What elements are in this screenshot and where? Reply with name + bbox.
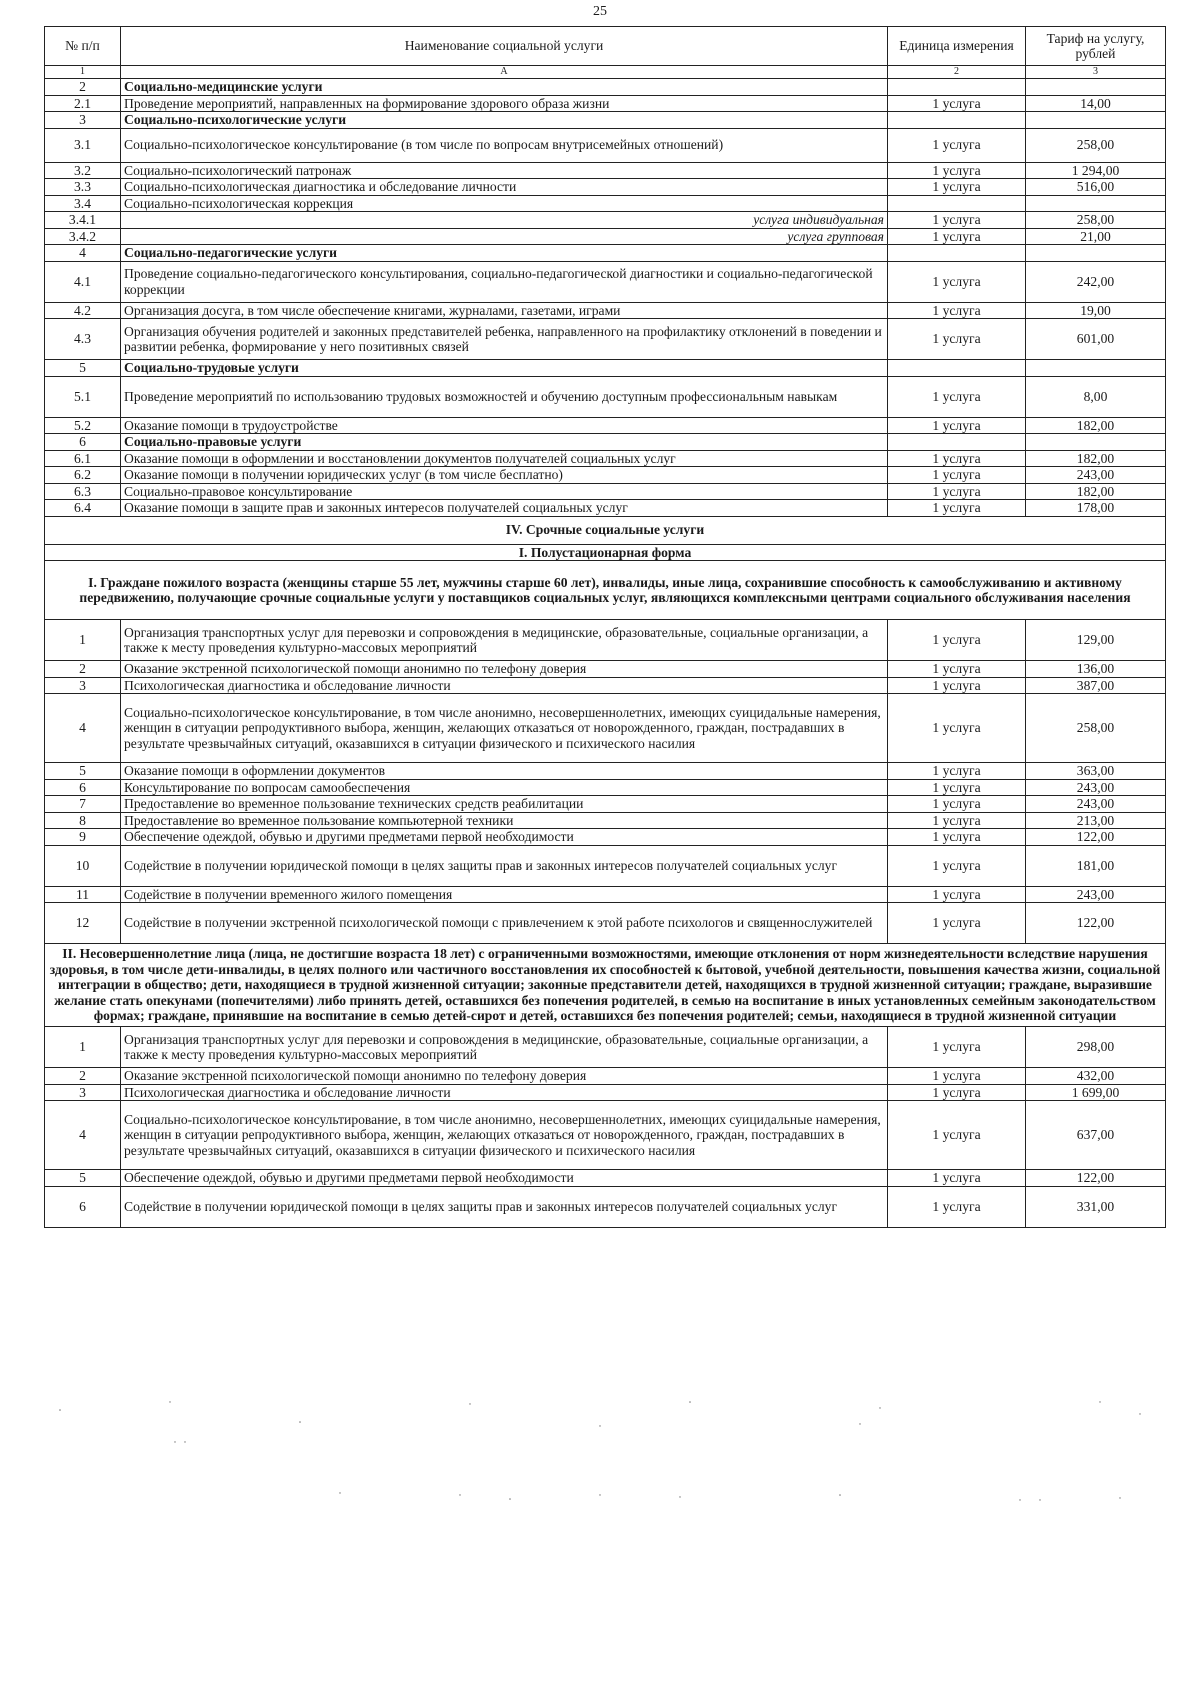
service-name: услуга групповая <box>121 228 888 245</box>
service-tariff: 258,00 <box>1026 694 1166 763</box>
category-title: Социально-психологические услуги <box>121 112 888 129</box>
table-row <box>45 1170 1166 1187</box>
service-unit: 1 услуга <box>888 261 1026 302</box>
row-number: 3.4.1 <box>45 212 121 229</box>
service-unit: 1 услуга <box>888 450 1026 467</box>
service-tariff: 136,00 <box>1026 661 1166 678</box>
service-name: Оказание экстренной психологической помощи анонимно по телефону доверия <box>121 1068 888 1085</box>
service-tariff: 182,00 <box>1026 483 1166 500</box>
service-tariff: 14,00 <box>1026 95 1166 112</box>
table-row <box>45 483 1166 500</box>
service-tariff <box>1026 79 1166 96</box>
service-unit: 1 услуга <box>888 661 1026 678</box>
service-unit: 1 услуга <box>888 886 1026 903</box>
service-name: Социально-психологическая диагностика и обследование личности <box>121 179 888 196</box>
table-row <box>45 302 1166 319</box>
table-row <box>45 1101 1166 1170</box>
table-row <box>45 903 1166 944</box>
row-number: 7 <box>45 796 121 813</box>
service-name: Оказание помощи в оформлении и восстановлении документов получателей социальных услуг <box>121 450 888 467</box>
index-cell: А <box>121 66 888 79</box>
service-name: Организация обучения родителей и законных представителей ребенка, направленного на профилактику отклонений в поведении и развитии ребенка, формирование у него позитивных связей <box>121 319 888 360</box>
row-number: 3.1 <box>45 128 121 162</box>
table-row <box>45 1084 1166 1101</box>
index-cell: 2 <box>888 66 1026 79</box>
service-name: Обеспечение одеждой, обувью и другими предметами первой необходимости <box>121 1170 888 1187</box>
service-tariff: 637,00 <box>1026 1101 1166 1170</box>
service-unit: 1 услуга <box>888 212 1026 229</box>
service-tariff <box>1026 195 1166 212</box>
table-row <box>45 79 1166 96</box>
service-tariff: 8,00 <box>1026 376 1166 417</box>
service-name: Социально-правовое консультирование <box>121 483 888 500</box>
table-row <box>45 376 1166 417</box>
service-tariff: 601,00 <box>1026 319 1166 360</box>
table-row <box>45 796 1166 813</box>
table-row <box>45 620 1166 661</box>
service-unit: 1 услуга <box>888 483 1026 500</box>
row-number: 6 <box>45 1186 121 1227</box>
service-tariff: 516,00 <box>1026 179 1166 196</box>
header-unit: Единица измерения <box>888 27 1026 66</box>
row-number: 6 <box>45 779 121 796</box>
row-number: 4 <box>45 1101 121 1170</box>
service-name: Социально-психологическое консультирование (в том числе по вопросам внутрисемейных отношений) <box>121 128 888 162</box>
service-name: Проведение мероприятий, направленных на формирование здорового образа жизни <box>121 95 888 112</box>
row-number: 4.3 <box>45 319 121 360</box>
form-title-row <box>45 544 1166 561</box>
row-number: 1 <box>45 1027 121 1068</box>
service-tariff: 243,00 <box>1026 796 1166 813</box>
service-unit: 1 услуга <box>888 677 1026 694</box>
row-number: 4 <box>45 245 121 262</box>
service-tariff: 298,00 <box>1026 1027 1166 1068</box>
table-row <box>45 1186 1166 1227</box>
service-tariff: 258,00 <box>1026 212 1166 229</box>
category-title: Социально-трудовые услуги <box>121 360 888 377</box>
service-name: Оказание помощи в трудоустройстве <box>121 417 888 434</box>
section-title-row <box>45 516 1166 544</box>
service-name: Организация транспортных услуг для перевозки и сопровождения в медицинские, образовательные, социальные организации, а также к месту проведения культурно-массовых мероприятий <box>121 1027 888 1068</box>
table-row <box>45 179 1166 196</box>
table-index-row <box>45 66 1166 79</box>
service-name: Социально-психологическое консультирование, в том числе анонимно, несовершеннолетних, имеющих суицидальные намерения, женщин в ситуации репродуктивного выбора, женщин, желающих отказаться от новорожденного, граждан, пострадавших в результате чрезвычайных ситуаций, оказавшихся в ситуации физического и психического насилия <box>121 1101 888 1170</box>
service-name: Организация транспортных услуг для перевозки и сопровождения в медицинские, образовательные, социальные организации, а также к месту проведения культурно-массовых мероприятий <box>121 620 888 661</box>
service-unit: 1 услуга <box>888 179 1026 196</box>
service-name: Проведение мероприятий по использованию трудовых возможностей и обучению доступным профессиональным навыкам <box>121 376 888 417</box>
service-unit: 1 услуга <box>888 763 1026 780</box>
recipient-group-1: I. Граждане пожилого возраста (женщины старше 55 лет, мужчины старше 60 лет), инвалиды, иные лица, сохранившие способность к самообслуживанию и активному передвижению, получающие срочные социальные услуги у поставщиков социальных услуг, являющихся комплексными центрами социального обслуживания населения <box>45 561 1166 620</box>
row-number: 6.2 <box>45 467 121 484</box>
service-tariff: 182,00 <box>1026 450 1166 467</box>
table-row <box>45 694 1166 763</box>
service-name: Консультирование по вопросам самообеспечения <box>121 779 888 796</box>
row-number: 2 <box>45 661 121 678</box>
service-unit: 1 услуга <box>888 376 1026 417</box>
service-tariff: 243,00 <box>1026 886 1166 903</box>
table-row <box>45 212 1166 229</box>
category-title: Социально-правовые услуги <box>121 434 888 451</box>
service-unit <box>888 360 1026 377</box>
service-tariff: 1 699,00 <box>1026 1084 1166 1101</box>
table-row <box>45 779 1166 796</box>
table-row <box>45 95 1166 112</box>
service-unit: 1 услуга <box>888 1068 1026 1085</box>
table-row <box>45 677 1166 694</box>
service-tariff: 19,00 <box>1026 302 1166 319</box>
row-number: 2 <box>45 79 121 96</box>
service-unit <box>888 79 1026 96</box>
row-number: 11 <box>45 886 121 903</box>
row-number: 3 <box>45 1084 121 1101</box>
service-name: Оказание помощи в получении юридических услуг (в том числе бесплатно) <box>121 467 888 484</box>
service-unit: 1 услуга <box>888 128 1026 162</box>
row-number: 3.2 <box>45 162 121 179</box>
service-unit <box>888 112 1026 129</box>
service-name: Содействие в получении юридической помощи в целях защиты прав и законных интересов получателей социальных услуг <box>121 845 888 886</box>
service-name: Предоставление во временное пользование компьютерной техники <box>121 812 888 829</box>
service-tariff: 182,00 <box>1026 417 1166 434</box>
row-number: 12 <box>45 903 121 944</box>
service-tariff: 181,00 <box>1026 845 1166 886</box>
row-number: 5 <box>45 360 121 377</box>
table-row <box>45 434 1166 451</box>
table-row <box>45 812 1166 829</box>
table-row <box>45 763 1166 780</box>
table-row <box>45 128 1166 162</box>
row-number: 10 <box>45 845 121 886</box>
index-cell: 1 <box>45 66 121 79</box>
service-name: Социально-психологическое консультирование, в том числе анонимно, несовершеннолетних, имеющих суицидальные намерения, женщин в ситуации репродуктивного выбора, женщин, желающих отказаться от новорожденного, граждан, пострадавших в результате чрезвычайных ситуаций, оказавшихся в ситуации физического и психического насилия <box>121 694 888 763</box>
service-name: Оказание помощи в защите прав и законных интересов получателей социальных услуг <box>121 500 888 517</box>
table-row <box>45 845 1166 886</box>
service-unit <box>888 195 1026 212</box>
form-title: I. Полустационарная форма <box>45 544 1166 561</box>
service-tariff: 122,00 <box>1026 1170 1166 1187</box>
service-name: Социально-психологическая коррекция <box>121 195 888 212</box>
service-tariff: 1 294,00 <box>1026 162 1166 179</box>
row-number: 6 <box>45 434 121 451</box>
service-tariff <box>1026 112 1166 129</box>
service-name: Предоставление во временное пользование технических средств реабилитации <box>121 796 888 813</box>
service-unit: 1 услуга <box>888 903 1026 944</box>
row-number: 9 <box>45 829 121 846</box>
service-unit: 1 услуга <box>888 417 1026 434</box>
row-number: 3.4.2 <box>45 228 121 245</box>
service-tariff <box>1026 434 1166 451</box>
row-number: 4 <box>45 694 121 763</box>
row-number: 2 <box>45 1068 121 1085</box>
service-name: Содействие в получении юридической помощи в целях защиты прав и законных интересов получателей социальных услуг <box>121 1186 888 1227</box>
service-tariff: 363,00 <box>1026 763 1166 780</box>
table-row <box>45 228 1166 245</box>
table-row <box>45 261 1166 302</box>
table-row <box>45 500 1166 517</box>
tariff-table <box>44 26 1166 1228</box>
table-row <box>45 1027 1166 1068</box>
service-tariff: 21,00 <box>1026 228 1166 245</box>
tariff-table-body <box>45 27 1166 1228</box>
row-number: 5.2 <box>45 417 121 434</box>
category-title: Социально-педагогические услуги <box>121 245 888 262</box>
row-number: 5 <box>45 763 121 780</box>
table-row <box>45 245 1166 262</box>
service-name: Проведение социально-педагогического консультирования, социально-педагогической диагностики и социально-педагогической коррекции <box>121 261 888 302</box>
index-cell: 3 <box>1026 66 1166 79</box>
table-row <box>45 661 1166 678</box>
row-number: 2.1 <box>45 95 121 112</box>
row-number: 8 <box>45 812 121 829</box>
service-unit <box>888 245 1026 262</box>
service-tariff: 432,00 <box>1026 1068 1166 1085</box>
service-unit: 1 услуга <box>888 1170 1026 1187</box>
table-row <box>45 195 1166 212</box>
header-tariff: Тариф на услугу, рублей <box>1026 27 1166 66</box>
row-number: 1 <box>45 620 121 661</box>
table-header-row <box>45 27 1166 66</box>
category-title: Социально-медицинские услуги <box>121 79 888 96</box>
service-tariff: 331,00 <box>1026 1186 1166 1227</box>
service-name: Психологическая диагностика и обследование личности <box>121 677 888 694</box>
service-unit: 1 услуга <box>888 228 1026 245</box>
service-unit: 1 услуга <box>888 319 1026 360</box>
service-name: услуга индивидуальная <box>121 212 888 229</box>
table-row <box>45 360 1166 377</box>
service-unit: 1 услуга <box>888 500 1026 517</box>
table-row <box>45 886 1166 903</box>
row-number: 6.3 <box>45 483 121 500</box>
service-tariff: 243,00 <box>1026 779 1166 796</box>
service-unit: 1 услуга <box>888 467 1026 484</box>
service-tariff: 178,00 <box>1026 500 1166 517</box>
service-unit: 1 услуга <box>888 779 1026 796</box>
row-number: 4.2 <box>45 302 121 319</box>
service-unit: 1 услуга <box>888 1027 1026 1068</box>
scan-specks <box>40 1400 1160 1600</box>
table-row <box>45 162 1166 179</box>
header-no: № п/п <box>45 27 121 66</box>
row-number: 4.1 <box>45 261 121 302</box>
service-unit: 1 услуга <box>888 1084 1026 1101</box>
row-number: 5 <box>45 1170 121 1187</box>
row-number: 6.4 <box>45 500 121 517</box>
service-name: Социально-психологический патронаж <box>121 162 888 179</box>
service-unit: 1 услуга <box>888 829 1026 846</box>
table-row <box>45 112 1166 129</box>
service-name: Содействие в получении временного жилого помещения <box>121 886 888 903</box>
service-name: Содействие в получении экстренной психологической помощи с привлечением к этой работе психологов и священнослужителей <box>121 903 888 944</box>
row-number: 3 <box>45 677 121 694</box>
section-title: IV. Срочные социальные услуги <box>45 516 1166 544</box>
service-tariff: 122,00 <box>1026 903 1166 944</box>
row-number: 3 <box>45 112 121 129</box>
service-unit: 1 услуга <box>888 1101 1026 1170</box>
recipient-group-2-row <box>45 944 1166 1027</box>
service-unit: 1 услуга <box>888 845 1026 886</box>
row-number: 3.3 <box>45 179 121 196</box>
service-tariff <box>1026 245 1166 262</box>
service-unit <box>888 434 1026 451</box>
service-name: Оказание помощи в оформлении документов <box>121 763 888 780</box>
service-unit: 1 услуга <box>888 812 1026 829</box>
service-name: Оказание экстренной психологической помощи анонимно по телефону доверия <box>121 661 888 678</box>
service-unit: 1 услуга <box>888 95 1026 112</box>
table-row <box>45 829 1166 846</box>
header-name: Наименование социальной услуги <box>121 27 888 66</box>
service-tariff: 387,00 <box>1026 677 1166 694</box>
service-tariff: 243,00 <box>1026 467 1166 484</box>
table-row <box>45 319 1166 360</box>
service-tariff: 129,00 <box>1026 620 1166 661</box>
row-number: 3.4 <box>45 195 121 212</box>
service-tariff <box>1026 360 1166 377</box>
row-number: 5.1 <box>45 376 121 417</box>
table-row <box>45 417 1166 434</box>
table-row <box>45 467 1166 484</box>
row-number: 6.1 <box>45 450 121 467</box>
page-number: 25 <box>593 4 607 19</box>
service-unit: 1 услуга <box>888 796 1026 813</box>
service-tariff: 122,00 <box>1026 829 1166 846</box>
service-tariff: 213,00 <box>1026 812 1166 829</box>
table-row <box>45 450 1166 467</box>
service-name: Обеспечение одеждой, обувью и другими предметами первой необходимости <box>121 829 888 846</box>
recipient-group-1-row <box>45 561 1166 620</box>
table-row <box>45 1068 1166 1085</box>
service-name: Психологическая диагностика и обследование личности <box>121 1084 888 1101</box>
service-unit: 1 услуга <box>888 1186 1026 1227</box>
service-tariff: 258,00 <box>1026 128 1166 162</box>
recipient-group-2: II. Несовершеннолетние лица (лица, не достигшие возраста 18 лет) с ограниченными возможностями, имеющие отклонения от норм жизнедеятельности вследствие нарушения здоровья, в том числе дети-инвалиды, в целях полного или частичного восстановления их способностей к бытовой, учебной деятельности, повышения качества жизни, социальной интеграции в общество; дети, находящиеся в трудной жизненной ситуации; законные представители детей, находящихся в трудной жизненной ситуации; граждане, выразившие желание стать опекунами (попечителями) либо принять детей, оставшихся без попечения родителей, в семью на воспитание в иных установленных семейным законодательством формах; граждане, принявшие на воспитание в семью детей-сирот и детей, оставшихся без попечения родителей; семьи, находящиеся в трудной жизненной ситуации <box>45 944 1166 1027</box>
service-unit: 1 услуга <box>888 694 1026 763</box>
service-name: Организация досуга, в том числе обеспечение книгами, журналами, газетами, играми <box>121 302 888 319</box>
service-tariff: 242,00 <box>1026 261 1166 302</box>
service-unit: 1 услуга <box>888 162 1026 179</box>
service-unit: 1 услуга <box>888 620 1026 661</box>
service-unit: 1 услуга <box>888 302 1026 319</box>
